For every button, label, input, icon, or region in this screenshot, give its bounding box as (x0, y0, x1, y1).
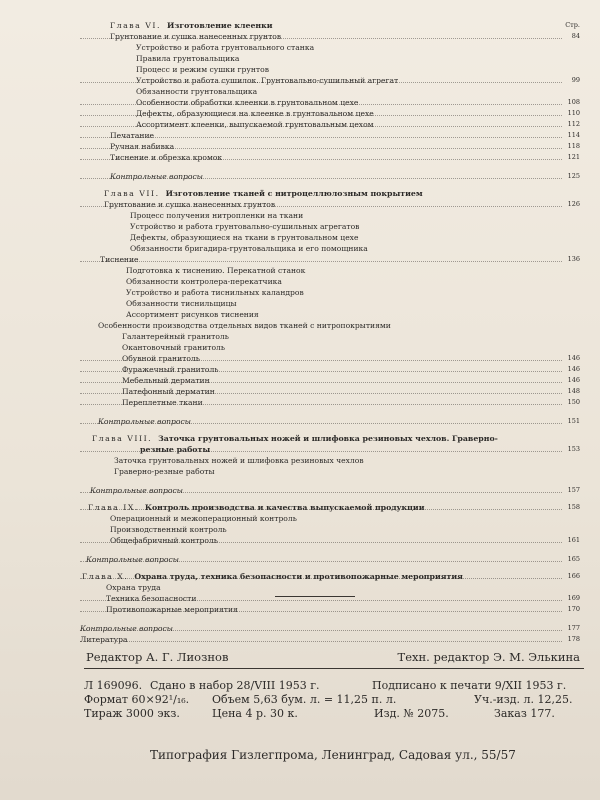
toc-title: Особенности производства отдельных видов тканей с нитропокрытиями (98, 321, 391, 330)
toc-entry (80, 535, 580, 546)
typeset-date: Сдано в набор 28/VIII 1953 г. (150, 679, 320, 692)
toc-page-number: 161 (567, 536, 580, 544)
order-number: Заказ 177. (494, 707, 555, 720)
toc-chapter (80, 20, 580, 31)
toc-entry (80, 265, 580, 276)
toc-page-number: 170 (567, 605, 580, 613)
toc-title: Обувной гранитоль (122, 354, 200, 363)
chapter-label: Глава X. (82, 572, 129, 581)
toc-title: Заточка грунтовальных ножей и шлифовка резиновых чехлов (114, 456, 364, 465)
toc-page-number: 146 (567, 376, 580, 384)
toc-title: Контрольные вопросы (80, 624, 173, 633)
toc-title: Охрана труда (106, 583, 161, 592)
toc-chapter (80, 433, 580, 444)
toc-title: Фуражечный гранитоль (122, 365, 219, 374)
toc-page-number: 126 (567, 200, 580, 208)
toc-page-number: 136 (567, 255, 580, 263)
toc-title: Устройство и работа сушилок. Грунтовально-сушильный агрегат (136, 76, 399, 85)
toc-title: Дефекты, образующиеся на клеенке в грунтовальном цехе (136, 109, 374, 118)
toc-entry (80, 298, 580, 309)
toc-entry (80, 375, 580, 386)
imprint-row-2 (84, 693, 584, 707)
imprint-row-3 (84, 707, 584, 721)
toc-title: Грунтование и сушка нанесенных грунтов (110, 32, 282, 41)
toc-title: Тиснение и обрезка кромок (110, 153, 223, 162)
toc-title: Ручная набивка (110, 142, 175, 151)
section-divider (275, 596, 355, 597)
toc-entry (80, 119, 580, 130)
toc-entry (80, 364, 580, 375)
toc-page-number: 108 (567, 98, 580, 106)
price: Цена 4 р. 30 к. (212, 707, 298, 720)
toc-entry (80, 130, 580, 141)
toc-entry (80, 309, 580, 320)
toc-page-number: 150 (567, 398, 580, 406)
toc-title: Мебельный дерматин (122, 376, 210, 385)
toc-title: Граверно-резные работы (114, 467, 215, 476)
toc-title: Операционный и межоперационный контроль (110, 514, 297, 523)
toc-entry (80, 152, 580, 163)
chapter-label: Глава VI. (110, 21, 161, 30)
toc-entry (80, 42, 580, 53)
toc-title: Процесс и режим сушки грунтов (136, 65, 269, 74)
toc-page-number: 118 (567, 142, 580, 150)
toc-title: Патефонный дерматин (122, 387, 215, 396)
toc-page-number: 178 (567, 635, 580, 643)
toc-entry (80, 524, 580, 535)
toc-title: Устройство и работа грунтовально-сушильных агрегатов (130, 222, 360, 231)
toc-title: Контрольные вопросы (90, 486, 183, 495)
toc-questions (80, 623, 580, 634)
editor: Редактор А. Г. Лиознов (86, 650, 229, 664)
toc-title: Тиснение (100, 255, 139, 264)
toc-entry (80, 232, 580, 243)
print-date: Подписано к печати 9/XII 1953 г. (372, 679, 567, 692)
toc-entry (80, 444, 580, 455)
toc-page-number: 157 (567, 486, 580, 494)
toc-title (88, 502, 424, 513)
toc-page-number: 110 (567, 109, 580, 117)
toc-title: Процесс получения нитропленки на ткани (130, 211, 304, 220)
toc-title: Ассортимент рисунков тиснения (126, 310, 259, 319)
toc-page-number: 166 (567, 572, 580, 580)
volume: Объем 5,63 бум. л. = 11,25 п. л. (212, 693, 397, 706)
toc-chapter (80, 188, 580, 199)
toc-title (110, 20, 273, 31)
toc-title: Обязанности грунтовальщика (136, 87, 258, 96)
toc-entry (80, 466, 580, 477)
toc-title: Литература (80, 635, 128, 644)
toc-questions (80, 554, 580, 565)
chapter-label: Глава IX. (88, 503, 139, 512)
toc-page-number: 148 (567, 387, 580, 395)
toc-page-number: 146 (567, 354, 580, 362)
toc-page-number: 146 (567, 365, 580, 373)
toc-title: Устройство и работа грунтовального станка (136, 43, 315, 52)
toc-entry (80, 287, 580, 298)
toc-page-number: 121 (567, 153, 580, 161)
toc-entry (80, 397, 580, 408)
toc-questions (80, 171, 580, 182)
toc-page-number: 158 (567, 503, 580, 511)
toc-entry (80, 331, 580, 342)
toc-entry (80, 210, 580, 221)
imprint-row-1 (84, 679, 584, 693)
toc-page-number: Стр. (565, 21, 580, 29)
toc-page-number: 112 (567, 120, 580, 128)
toc-title (82, 571, 463, 582)
toc-title: Контрольные вопросы (110, 172, 203, 181)
toc-title: Переплетные ткани (122, 398, 203, 407)
toc-entry (80, 593, 580, 604)
editors-line (84, 642, 584, 669)
chapter-title: Изготовление тканей с нитроцеллюлозным покрытием (165, 189, 423, 198)
chapter-label: Глава VIII. (92, 434, 153, 443)
toc-entry (80, 254, 580, 265)
toc-entry (80, 276, 580, 287)
chapter-title: Заточка грунтовальных ножей и шлифовка резиновых чехлов. Граверно- (158, 434, 498, 443)
toc-title: Обязанности тиснильщицы (126, 299, 237, 308)
toc-title: Особенности обработки клеенки в грунтовальном цехе (136, 98, 359, 107)
toc-title: Подготовка к тиснению. Перекатной станок (126, 266, 306, 275)
toc-page-number: 165 (567, 555, 580, 563)
toc-title: Галантерейный гранитоль (122, 332, 229, 341)
toc-title: Контрольные вопросы (86, 555, 179, 564)
toc-entry (80, 513, 580, 524)
publisher-sheets: Уч.-изд. л. 12,25. (474, 693, 573, 706)
toc-entry (80, 108, 580, 119)
publication-number: Изд. № 2075. (374, 707, 449, 720)
toc-entry (80, 320, 580, 331)
toc-title: Дефекты, образующиеся на ткани в грунтовальном цехе (130, 233, 359, 242)
tech-editor: Техн. редактор Э. М. Элькина (397, 650, 580, 664)
table-of-contents (80, 20, 580, 645)
chapter-title: Охрана труда, техника безопасности и противопожарные мероприятия (134, 572, 463, 581)
toc-entry (80, 604, 580, 615)
imprint-block (84, 642, 584, 721)
toc-chapter (80, 571, 580, 582)
toc-entry (80, 582, 580, 593)
toc-page-number: 151 (567, 417, 580, 425)
toc-entry (80, 141, 580, 152)
toc-title: Печатание (110, 131, 155, 140)
chapter-title: Изготовление клеенки (166, 21, 273, 30)
toc-entry (80, 243, 580, 254)
chapter-title: Контроль производства и качества выпускаемой продукции (144, 503, 425, 512)
toc-chapter (80, 502, 580, 513)
toc-title: Обязанности контролера-перекатчика (126, 277, 282, 286)
toc-entry (80, 455, 580, 466)
toc-title: Обязанности бригадира-грунтовальщика и его помощника (130, 244, 368, 253)
toc-entry (80, 342, 580, 353)
toc-title (92, 433, 498, 444)
chapter-label: Глава VII. (104, 189, 160, 198)
toc-entry (80, 199, 580, 210)
toc-entry (80, 31, 580, 42)
toc-title: Устройство и работа тиснильных каландров (126, 288, 304, 297)
toc-page-number: 84 (571, 32, 580, 40)
toc-title: Окантовочный гранитоль (122, 343, 226, 352)
toc-page-number: 169 (567, 594, 580, 602)
toc-entry (80, 221, 580, 232)
toc-title: Ассортимент клеенки, выпускаемой грунтовальным цехом (136, 120, 374, 129)
toc-questions (80, 416, 580, 427)
toc-page-number: 114 (567, 131, 580, 139)
toc-entry (80, 53, 580, 64)
toc-entry (80, 386, 580, 397)
toc-title: Производственный контроль (110, 525, 227, 534)
toc-questions (80, 485, 580, 496)
format: Формат 60×92¹/₁₆. (84, 693, 190, 706)
toc-title: Техника безопасности (106, 594, 197, 603)
toc-entry (80, 86, 580, 97)
toc-title (104, 188, 423, 199)
license-number: Л 169096. (84, 679, 143, 692)
toc-title: Общефабричный контроль (110, 536, 218, 545)
print-run: Тираж 3000 экз. (84, 707, 180, 720)
toc-title: Правила грунтовальщика (136, 54, 240, 63)
toc-entry (80, 64, 580, 75)
toc-entry (80, 97, 580, 108)
toc-entry (80, 353, 580, 364)
toc-title: Грунтование и сушка нанесенных грунтов (104, 200, 276, 209)
toc-page-number: 153 (567, 445, 580, 453)
toc-entry (80, 75, 580, 86)
toc-title: Контрольные вопросы (98, 417, 191, 426)
toc-page-number: 177 (567, 624, 580, 632)
printer-line: Типография Гизлегпрома, Ленинград, Садовая ул., 55/57 (150, 748, 516, 762)
toc-page-number: 125 (567, 172, 580, 180)
toc-title: Противопожарные мероприятия (106, 605, 238, 614)
toc-page-number: 99 (571, 76, 580, 84)
toc-title: резные работы (140, 445, 211, 454)
